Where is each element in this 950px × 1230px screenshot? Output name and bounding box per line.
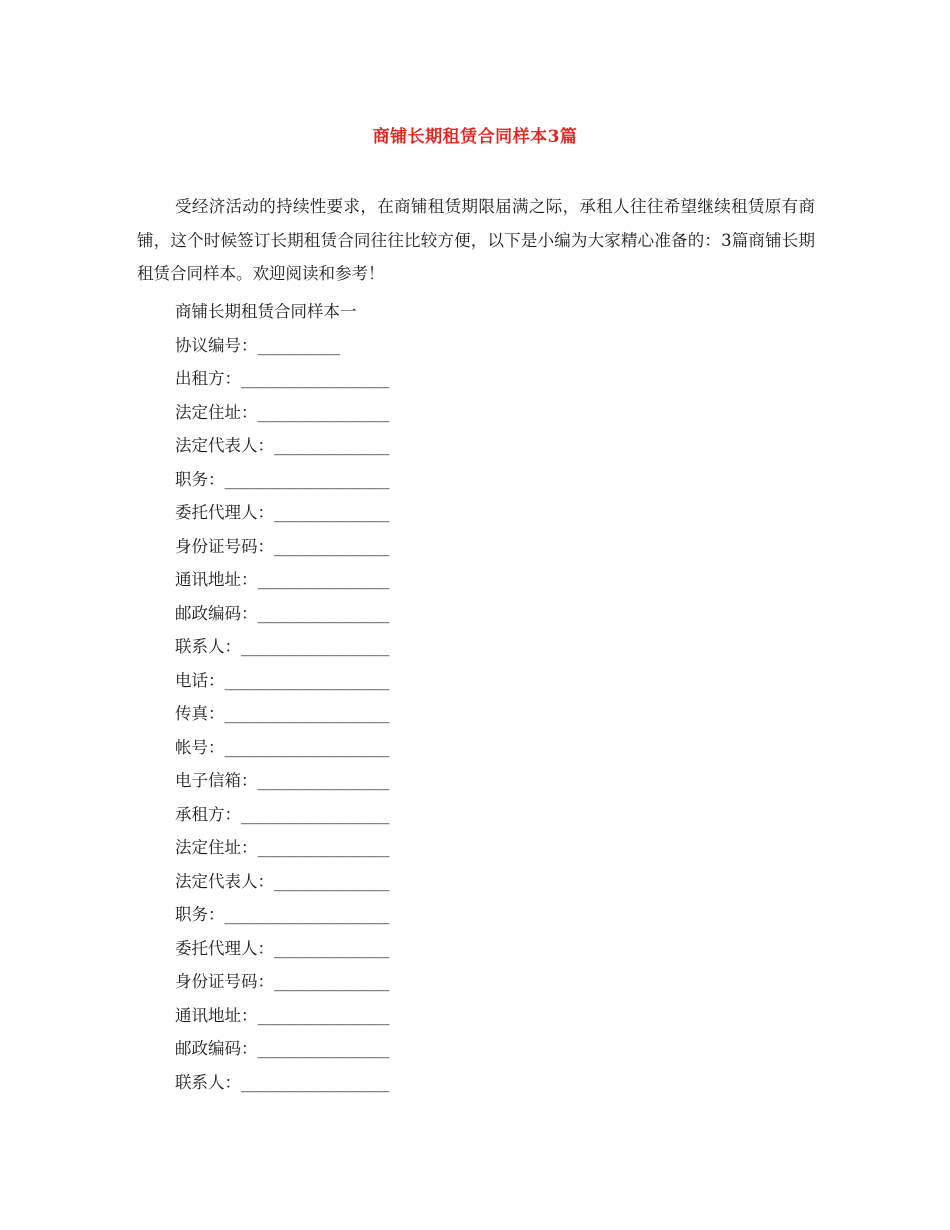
field-lessee-position: 职务：____________________ — [175, 905, 390, 924]
field-lessee-mail-address: 通讯地址：________________ — [175, 1005, 390, 1025]
field-lessor-legal-rep: 法定代表人：______________ — [175, 436, 390, 455]
field-lessor-mail-address: 通讯地址：________________ — [175, 570, 390, 589]
field-lessor-position: 职务：____________________ — [175, 469, 390, 489]
field-lessor-phone: 电话：____________________ — [175, 670, 390, 690]
field-lessee-postcode: 邮政编码：________________ — [175, 1039, 390, 1058]
field-lessee-legal-rep: 法定代表人：______________ — [175, 871, 390, 891]
field-lessor-agent: 委托代理人：______________ — [175, 503, 390, 522]
field-lessor-address: 法定住址：________________ — [175, 402, 390, 422]
field-lessor-id-number: 身份证号码：______________ — [175, 536, 390, 556]
field-lessee-contact: 联系人：__________________ — [175, 1072, 390, 1092]
section-heading: 商铺长期租赁合同样本一 — [175, 302, 357, 321]
field-lessor-fax: 传真：____________________ — [175, 704, 390, 723]
field-lessor-postcode: 邮政编码：________________ — [175, 603, 390, 623]
field-lessee-address: 法定住址：________________ — [175, 838, 390, 857]
field-lessee-id-number: 身份证号码：______________ — [175, 972, 390, 991]
field-lessor-email: 电子信箱：________________ — [175, 771, 390, 790]
field-lessor-contact: 联系人：__________________ — [175, 637, 390, 656]
field-lessor-account: 帐号：____________________ — [175, 737, 390, 757]
field-lessor: 出租方：__________________ — [175, 369, 390, 388]
contract-field-list — [175, 295, 390, 1099]
field-lessee: 承租方：__________________ — [175, 804, 390, 824]
document-title: 商铺长期租赁合同样本3篇 — [372, 127, 578, 147]
field-lessee-agent: 委托代理人：______________ — [175, 938, 390, 958]
intro-paragraph: 受经济活动的持续性要求，在商铺租赁期限届满之际，承租人往往希望继续租赁原有商铺，这个时候签订长期租赁合同往往比较方便，以下是小编为大家精心准备的：3篇商铺长期租赁合同样本。欢迎阅读和参考！ — [137, 197, 815, 283]
field-agreement-number: 协议编号：__________ — [175, 335, 340, 355]
